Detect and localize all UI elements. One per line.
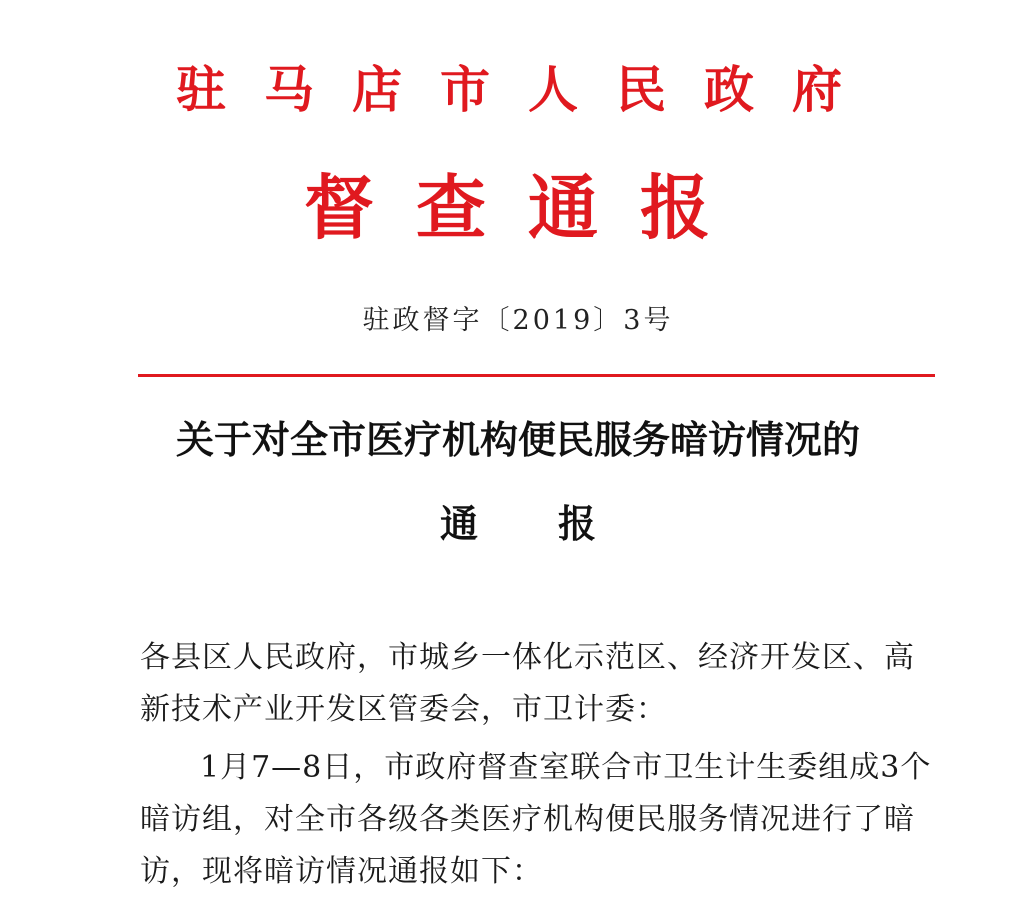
document-number: 驻政督字〔2019〕3号 [362, 305, 674, 336]
body-paragraph-1: 1月7—8日，市政府督查室联合市卫生计生委组成3个暗访组，对全市各级各类医疗机构便民服务情况进行了暗访，现将暗访情况通报如下： [140, 750, 932, 889]
document-type-heading: 督查通报 [304, 166, 752, 249]
addressee-paragraph: 各县区人民政府，市城乡一体化示范区、经济开发区、高新技术产业开发区管委会，市卫计委： [140, 640, 915, 727]
issuing-authority-title: 驻马店市人民政府 [176, 60, 880, 119]
subject-title-char-tong: 通 [439, 501, 478, 546]
subject-title-line1: 关于对全市医疗机构便民服务暗访情况的 [175, 417, 860, 462]
subject-title-line2 [0, 498, 1036, 550]
subject-title-char-bao: 报 [558, 501, 597, 546]
red-separator-line [138, 374, 935, 377]
